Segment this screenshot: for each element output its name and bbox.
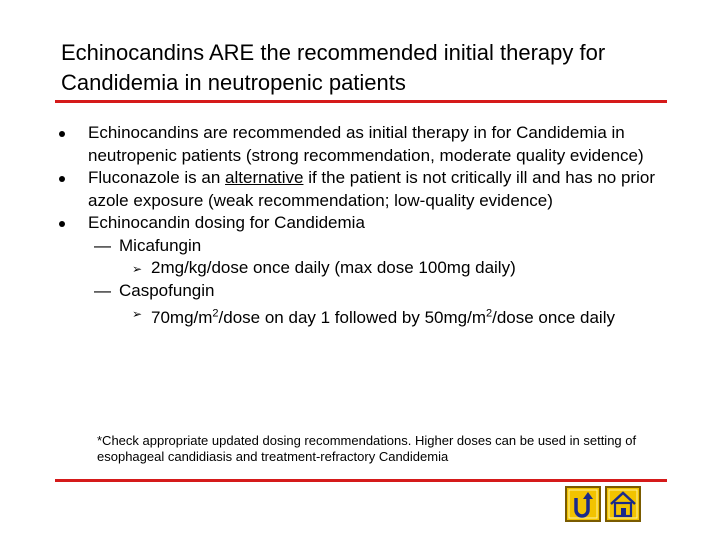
- bullet-item: [55, 167, 675, 212]
- slide-body: [55, 122, 675, 329]
- home-icon: [605, 486, 641, 522]
- dosing-dose-item: [55, 257, 675, 280]
- bullet-text-pre: Fluconazole is an: [88, 168, 226, 187]
- footnote: *Check appropriate updated dosing recommendations. Higher doses can be used in setting of esophageal candidiasis and treatment-refractory Candidemia: [97, 433, 637, 464]
- bullet-text-post: if the patient is not critically ill and has no prior azole exposure (weak recommendation; low-quality evidence): [88, 168, 655, 210]
- dosing-dose-item: [55, 302, 675, 329]
- bullet-item: [55, 122, 675, 167]
- dose-text: $70mg/m^2$/dose on day 1 followed by $50mg/m^2$/dose once daily: [151, 307, 615, 327]
- dosing-drug-item: [55, 280, 675, 303]
- title-divider: [55, 100, 667, 103]
- superscript: 2: [212, 307, 219, 319]
- bullet-dot-icon: [59, 176, 65, 182]
- drug-name: Micafungin: [119, 235, 202, 255]
- bullet-text-underlined: alternative: [225, 168, 304, 187]
- dash-marker: —: [94, 280, 111, 300]
- superscript: 2: [485, 307, 493, 319]
- bullet-text: Echinocandin dosing for Candidemia: [88, 213, 365, 232]
- bullet-dot-icon: [59, 131, 65, 137]
- slide-title: Echinocandins ARE the recommended initial therapy for Candidemia in neutropenic patients: [61, 40, 606, 95]
- bullet-item: [55, 212, 675, 235]
- arrow-marker-icon: ➢: [132, 262, 143, 276]
- dose-text: 2mg/kg/dose once daily (max dose 100mg daily): [151, 258, 516, 277]
- home-button[interactable]: [605, 486, 641, 522]
- dash-marker: —: [94, 235, 111, 255]
- bullet-text: Echinocandins are recommended as initial therapy in for Candidemia in neutropenic patients (strong recommendation, moderate quality evidence): [88, 123, 644, 165]
- back-button[interactable]: [565, 486, 601, 522]
- arrow-marker-icon: ➢: [132, 307, 143, 321]
- return-arrow-icon: [565, 486, 601, 522]
- drug-name: Caspofungin: [119, 280, 215, 300]
- dosing-drug-item: [55, 235, 675, 258]
- footer-divider: [55, 479, 667, 482]
- bullet-dot-icon: [59, 221, 65, 227]
